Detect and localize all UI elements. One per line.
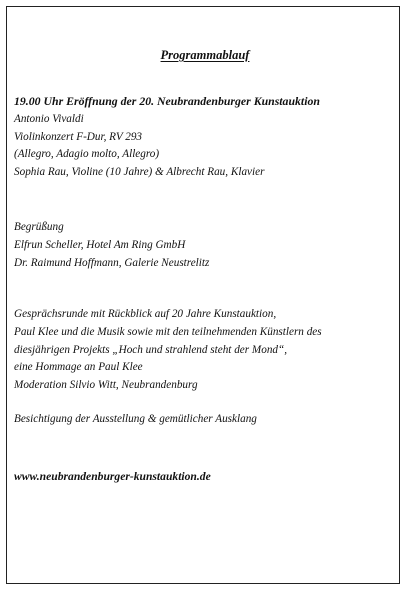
concerto-line: Violinkonzert F-Dur, RV 293 bbox=[14, 130, 143, 143]
page-title: Programmablauf bbox=[160, 48, 250, 62]
opening-headline: 19.00 Uhr Eröffnung der 20. Neubrandenburger Kunstauktion bbox=[14, 94, 320, 108]
discussion-line-3: diesjährigen Projekts „Hoch und strahlend steht der Mond“, bbox=[14, 343, 288, 356]
moderation-line: Moderation Silvio Witt, Neubrandenburg bbox=[14, 379, 198, 392]
greeting-heading: Begrüßung bbox=[14, 221, 64, 233]
closing-section bbox=[14, 411, 402, 429]
discussion-line-4: eine Hommage an Paul Klee bbox=[14, 361, 143, 374]
opening-section bbox=[14, 93, 402, 182]
greeting-section bbox=[14, 219, 402, 272]
performers-line: Sophia Rau, Violine (10 Jahre) & Albrecht Rau, Klavier bbox=[14, 166, 265, 179]
discussion-section bbox=[14, 306, 402, 395]
discussion-line-1: Gesprächsrunde mit Rückblick auf 20 Jahre Kunstauktion, bbox=[14, 308, 277, 320]
website-link[interactable]: www.neubrandenburger-kunstauktion.de bbox=[14, 470, 211, 483]
closing-line: Besichtigung der Ausstellung & gemütlicher Ausklang bbox=[14, 413, 257, 425]
discussion-line-2: Paul Klee und die Musik sowie mit den teilnehmenden Künstlern des bbox=[14, 325, 322, 338]
greeting-speaker-1: Elfrun Scheller, Hotel Am Ring GmbH bbox=[14, 238, 186, 251]
composer-line: Antonio Vivaldi bbox=[14, 112, 84, 125]
movements-line: (Allegro, Adagio molto, Allegro) bbox=[14, 148, 160, 161]
greeting-speaker-2: Dr. Raimund Hoffmann, Galerie Neustrelitz bbox=[14, 256, 210, 269]
